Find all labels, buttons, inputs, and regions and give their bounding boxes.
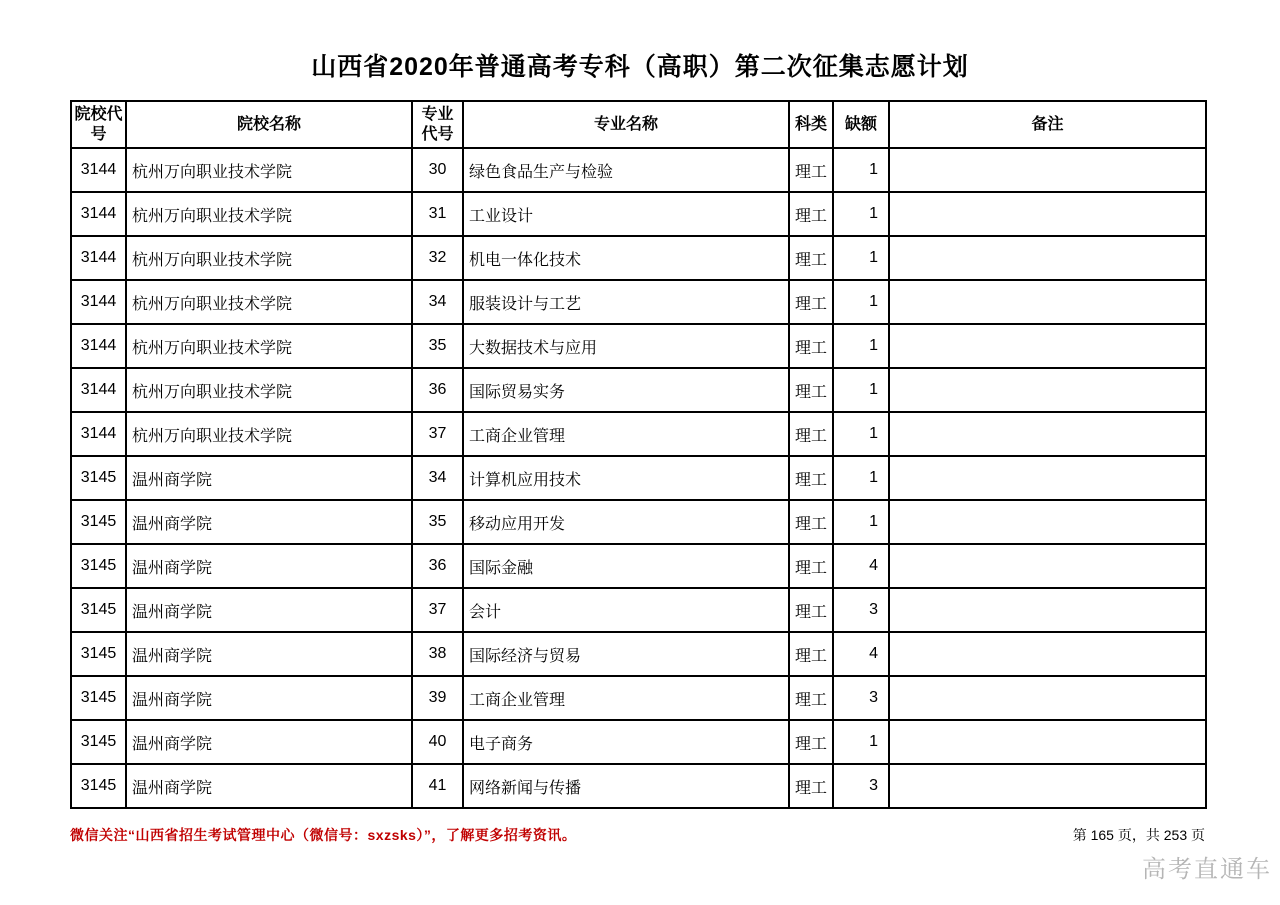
cell-vacancy: 1	[833, 280, 889, 324]
cell-remark	[889, 720, 1206, 764]
cell-college_code: 3145	[71, 456, 126, 500]
table-row	[71, 500, 1206, 544]
cell-remark	[889, 676, 1206, 720]
cell-college_name: 杭州万向职业技术学院	[126, 324, 412, 368]
cell-college_code: 3144	[71, 324, 126, 368]
table-row	[71, 412, 1206, 456]
cell-major_code: 40	[412, 720, 463, 764]
cell-vacancy: 1	[833, 192, 889, 236]
cell-college_code: 3144	[71, 412, 126, 456]
table-row	[71, 764, 1206, 808]
cell-remark	[889, 544, 1206, 588]
table-row	[71, 544, 1206, 588]
wechat-notice: 微信关注“山西省招生考试管理中心（微信号：sxzsks）”，了解更多招考资讯。	[70, 827, 577, 843]
cell-college_name: 温州商学院	[126, 720, 412, 764]
cell-college_code: 3144	[71, 368, 126, 412]
cell-category: 理工	[789, 676, 833, 720]
cell-major_name: 网络新闻与传播	[463, 764, 789, 808]
cell-category: 理工	[789, 720, 833, 764]
cell-remark	[889, 192, 1206, 236]
watermark: 高考直通车	[1142, 856, 1272, 883]
page-footer	[70, 825, 1205, 845]
cell-college_name: 温州商学院	[126, 456, 412, 500]
table-row	[71, 632, 1206, 676]
cell-major_name: 会计	[463, 588, 789, 632]
cell-major_name: 国际金融	[463, 544, 789, 588]
cell-remark	[889, 236, 1206, 280]
cell-major_name: 机电一体化技术	[463, 236, 789, 280]
cell-category: 理工	[789, 192, 833, 236]
cell-remark	[889, 632, 1206, 676]
page-title: 山西省2020年普通高考专科（高职）第二次征集志愿计划	[311, 53, 969, 81]
plan-table-container	[70, 100, 1205, 809]
cell-vacancy: 3	[833, 764, 889, 808]
cell-category: 理工	[789, 764, 833, 808]
cell-major_name: 大数据技术与应用	[463, 324, 789, 368]
cell-remark	[889, 588, 1206, 632]
cell-major_code: 37	[412, 588, 463, 632]
document-page	[0, 52, 1280, 905]
cell-category: 理工	[789, 148, 833, 192]
cell-category: 理工	[789, 368, 833, 412]
cell-major_name: 计算机应用技术	[463, 456, 789, 500]
cell-vacancy: 1	[833, 236, 889, 280]
header-row	[71, 101, 1206, 148]
cell-major_code: 36	[412, 368, 463, 412]
plan-table	[70, 100, 1207, 809]
cell-major_name: 移动应用开发	[463, 500, 789, 544]
cell-major_name: 国际贸易实务	[463, 368, 789, 412]
table-row	[71, 192, 1206, 236]
cell-category: 理工	[789, 588, 833, 632]
col-header-major-code: 专业代号	[412, 101, 463, 148]
page-indicator: 第 165 页，共 253 页	[1072, 827, 1205, 843]
cell-vacancy: 3	[833, 588, 889, 632]
cell-college_code: 3145	[71, 632, 126, 676]
cell-college_code: 3144	[71, 148, 126, 192]
cell-vacancy: 1	[833, 368, 889, 412]
cell-major_code: 30	[412, 148, 463, 192]
cell-remark	[889, 280, 1206, 324]
cell-college_code: 3144	[71, 192, 126, 236]
cell-major_code: 38	[412, 632, 463, 676]
cell-vacancy: 1	[833, 456, 889, 500]
cell-category: 理工	[789, 456, 833, 500]
cell-college_code: 3145	[71, 676, 126, 720]
col-header-vacancy: 缺额	[833, 101, 889, 148]
cell-college_name: 温州商学院	[126, 500, 412, 544]
col-header-college-code: 院校代号	[71, 101, 126, 148]
table-row	[71, 676, 1206, 720]
cell-college_code: 3144	[71, 236, 126, 280]
cell-vacancy: 1	[833, 720, 889, 764]
cell-college_name: 杭州万向职业技术学院	[126, 368, 412, 412]
table-row	[71, 456, 1206, 500]
cell-major_code: 36	[412, 544, 463, 588]
cell-college_name: 杭州万向职业技术学院	[126, 412, 412, 456]
cell-college_name: 温州商学院	[126, 544, 412, 588]
cell-major_name: 电子商务	[463, 720, 789, 764]
cell-major_code: 34	[412, 456, 463, 500]
cell-college_code: 3144	[71, 280, 126, 324]
cell-major_name: 工商企业管理	[463, 676, 789, 720]
cell-major_name: 绿色食品生产与检验	[463, 148, 789, 192]
table-row	[71, 588, 1206, 632]
col-header-college-name: 院校名称	[126, 101, 412, 148]
cell-vacancy: 4	[833, 544, 889, 588]
col-header-major-name: 专业名称	[463, 101, 789, 148]
cell-category: 理工	[789, 544, 833, 588]
cell-major_code: 37	[412, 412, 463, 456]
cell-college_code: 3145	[71, 720, 126, 764]
cell-category: 理工	[789, 500, 833, 544]
cell-remark	[889, 368, 1206, 412]
cell-remark	[889, 324, 1206, 368]
cell-college_name: 温州商学院	[126, 764, 412, 808]
cell-college_code: 3145	[71, 764, 126, 808]
cell-category: 理工	[789, 280, 833, 324]
col-header-category: 科类	[789, 101, 833, 148]
cell-major_name: 国际经济与贸易	[463, 632, 789, 676]
cell-remark	[889, 412, 1206, 456]
cell-vacancy: 1	[833, 500, 889, 544]
cell-college_name: 杭州万向职业技术学院	[126, 192, 412, 236]
cell-college_name: 杭州万向职业技术学院	[126, 280, 412, 324]
cell-major_code: 35	[412, 500, 463, 544]
cell-remark	[889, 764, 1206, 808]
cell-major_code: 35	[412, 324, 463, 368]
cell-vacancy: 1	[833, 412, 889, 456]
table-row	[71, 368, 1206, 412]
table-row	[71, 280, 1206, 324]
cell-vacancy: 3	[833, 676, 889, 720]
cell-major_code: 34	[412, 280, 463, 324]
cell-college_name: 杭州万向职业技术学院	[126, 148, 412, 192]
table-row	[71, 324, 1206, 368]
cell-major_code: 41	[412, 764, 463, 808]
cell-college_code: 3145	[71, 544, 126, 588]
cell-major_code: 32	[412, 236, 463, 280]
cell-remark	[889, 500, 1206, 544]
cell-vacancy: 4	[833, 632, 889, 676]
cell-category: 理工	[789, 412, 833, 456]
cell-major_name: 工业设计	[463, 192, 789, 236]
cell-college_name: 温州商学院	[126, 632, 412, 676]
cell-remark	[889, 456, 1206, 500]
cell-category: 理工	[789, 324, 833, 368]
table-row	[71, 720, 1206, 764]
table-body	[71, 148, 1206, 808]
table-row	[71, 148, 1206, 192]
cell-vacancy: 1	[833, 324, 889, 368]
cell-category: 理工	[789, 632, 833, 676]
cell-college_name: 杭州万向职业技术学院	[126, 236, 412, 280]
cell-college_name: 温州商学院	[126, 588, 412, 632]
cell-category: 理工	[789, 236, 833, 280]
cell-major_code: 31	[412, 192, 463, 236]
cell-major_name: 服装设计与工艺	[463, 280, 789, 324]
cell-college_code: 3145	[71, 500, 126, 544]
cell-vacancy: 1	[833, 148, 889, 192]
table-header	[71, 101, 1206, 148]
cell-college_code: 3145	[71, 588, 126, 632]
table-row	[71, 236, 1206, 280]
cell-college_name: 温州商学院	[126, 676, 412, 720]
cell-major_name: 工商企业管理	[463, 412, 789, 456]
cell-remark	[889, 148, 1206, 192]
col-header-remark: 备注	[889, 101, 1206, 148]
cell-major_code: 39	[412, 676, 463, 720]
